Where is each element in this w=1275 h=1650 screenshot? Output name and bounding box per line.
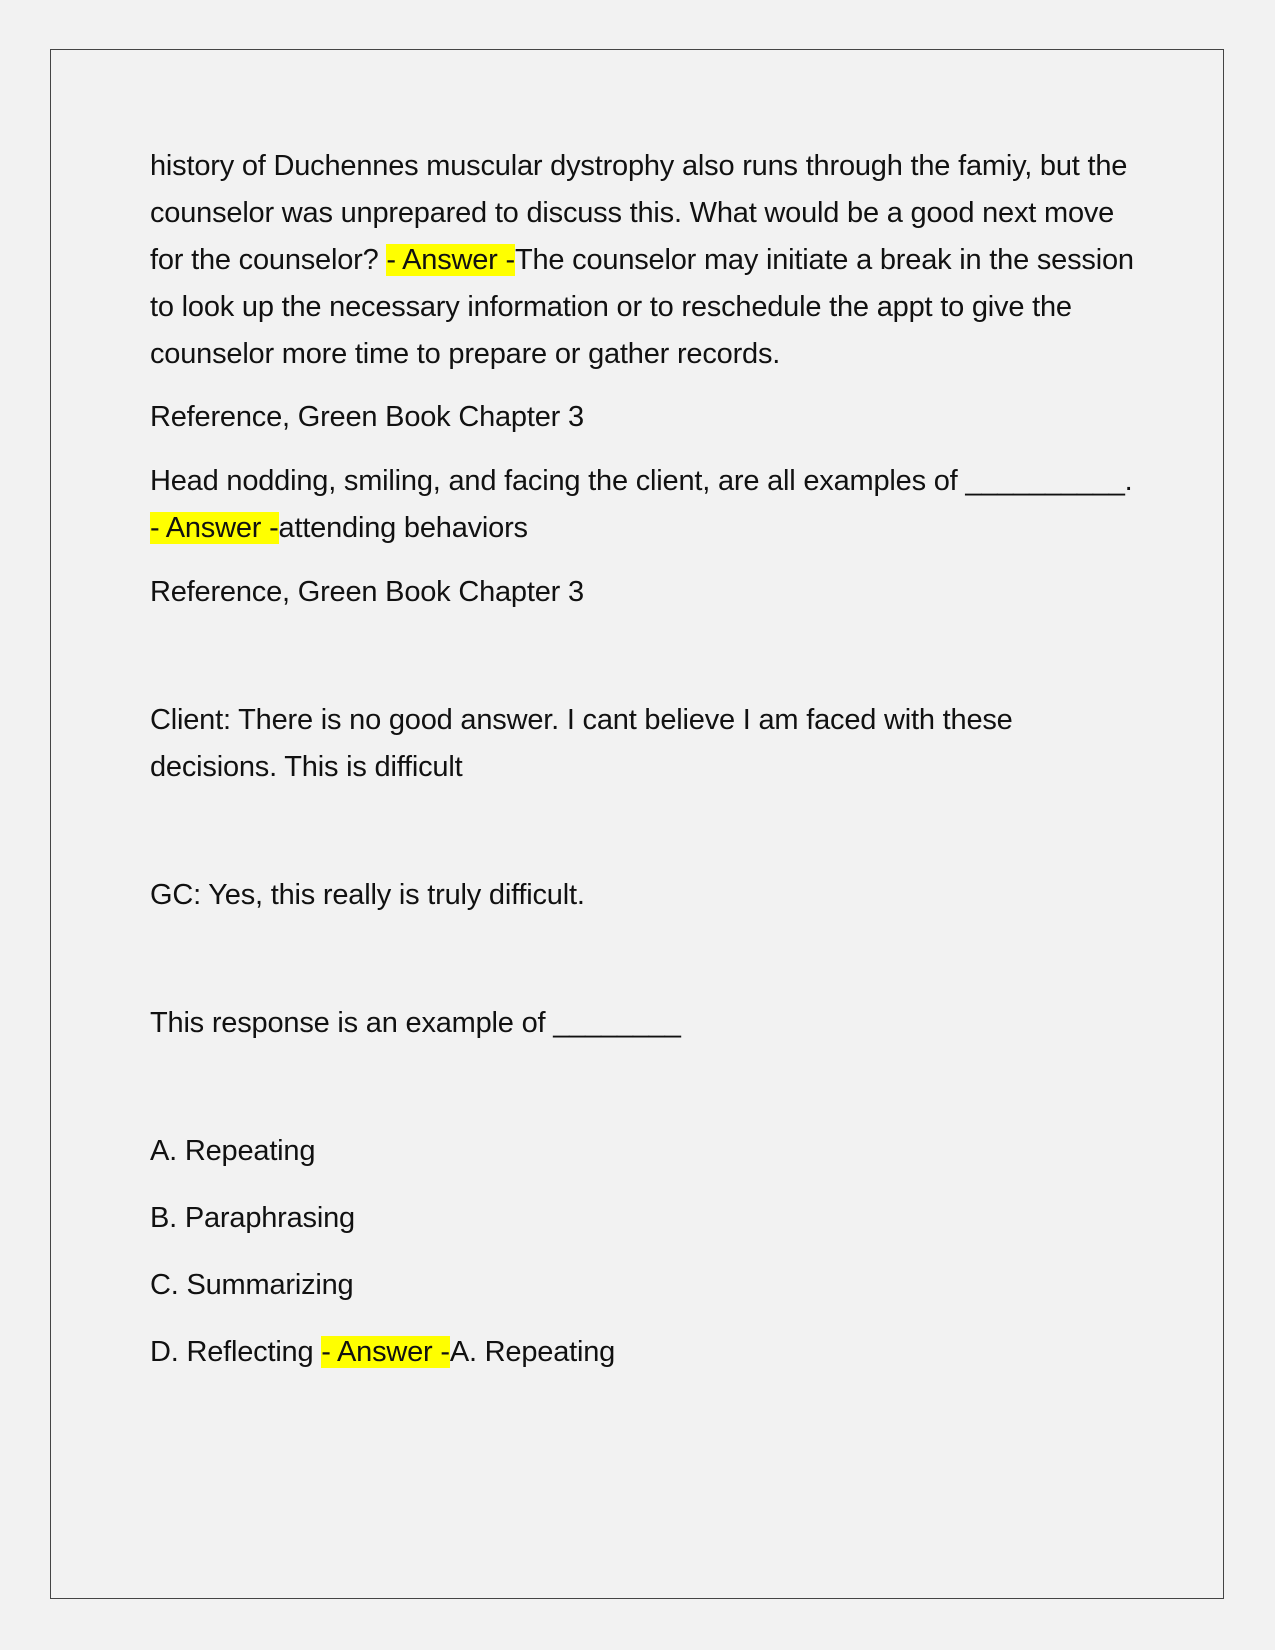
question-3-prompt: This response is an example of ________ [150,1007,681,1039]
question-3-answer: A. Repeating [449,1336,616,1368]
question-1-answer: The counselor may initiate a break in the session to look up the necessary information or to reschedule the appt to give the counselor more time to prepare or gather records. [150,244,1134,370]
option-d-text: D. Reflecting [150,1336,314,1368]
option-d [150,1329,1140,1376]
option-a: A. Repeating [150,1135,316,1167]
question-1-text: history of Duchennes muscular dystrophy also runs through the famiy, but the counselor was unprepared to discuss this. What would be a good next move for the counselor? [150,150,1128,276]
document-body [150,143,1140,1376]
client-statement: Client: There is no good answer. I cant believe I am faced with these decisions. This is difficult [150,704,1013,783]
answer-highlight: - Answer - [321,1336,450,1368]
reference-2: Reference, Green Book Chapter 3 [150,576,584,608]
question-2-text: Head nodding, smiling, and facing the client, are all examples of __________. [150,465,1133,497]
answer-highlight: - Answer - [386,244,515,276]
question-1 [150,143,1140,378]
option-b: B. Paraphrasing [150,1202,355,1234]
reference-1: Reference, Green Book Chapter 3 [150,401,584,433]
option-c: C. Summarizing [150,1269,354,1301]
gc-response: GC: Yes, this really is truly difficult. [150,879,585,911]
answer-highlight: - Answer - [150,512,279,544]
question-2-answer: attending behaviors [278,512,528,544]
question-2 [150,458,1140,552]
